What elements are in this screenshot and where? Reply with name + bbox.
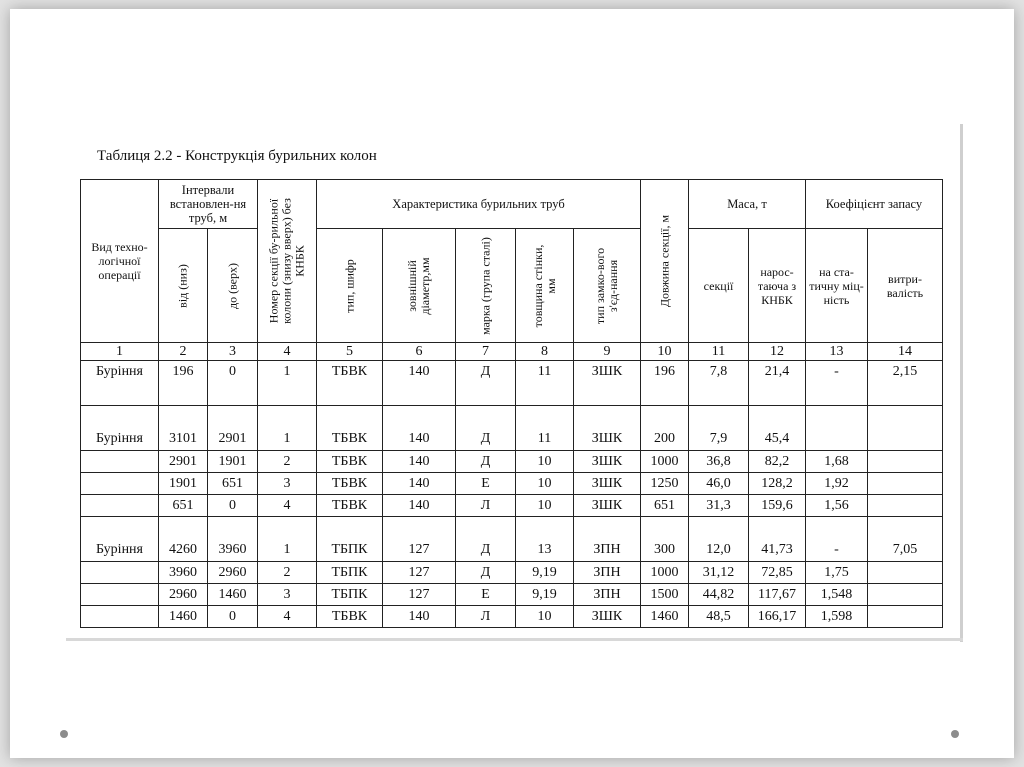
interval-to-cell: 0 (208, 361, 258, 406)
interval-to-cell: 651 (208, 473, 258, 495)
operation-cell (81, 495, 159, 517)
document-right-edge (960, 124, 963, 642)
static-strength-cell: 1,598 (806, 606, 868, 628)
column-number: 4 (258, 343, 317, 361)
static-strength-cell: 1,92 (806, 473, 868, 495)
grade-cell: Л (456, 606, 516, 628)
header-outer-diameter: зовнішній діаметр,мм (383, 229, 456, 343)
outer-diameter-cell: 127 (383, 517, 456, 562)
header-operation: Вид техно-логічної операції (81, 180, 159, 343)
wall-thickness-cell: 13 (516, 517, 574, 562)
joint-type-cell: ЗПН (574, 562, 641, 584)
table-row (81, 406, 943, 451)
joint-type-cell: ЗШК (574, 361, 641, 406)
table-row (81, 495, 943, 517)
static-strength-cell: 1,56 (806, 495, 868, 517)
section-number-cell: 3 (258, 584, 317, 606)
header-interval-to: до (верх) (208, 229, 258, 343)
outer-diameter-cell: 140 (383, 495, 456, 517)
column-number: 9 (574, 343, 641, 361)
operation-cell (81, 451, 159, 473)
column-number-row (81, 343, 943, 361)
wall-thickness-cell: 11 (516, 406, 574, 451)
column-number: 13 (806, 343, 868, 361)
header-endurance: витри-валість (868, 229, 943, 343)
mass-cumulative-cell: 117,67 (749, 584, 806, 606)
interval-from-cell: 2960 (159, 584, 208, 606)
static-strength-cell: - (806, 361, 868, 406)
drill-string-table (80, 179, 943, 628)
mass-cumulative-cell: 41,73 (749, 517, 806, 562)
table-row (81, 584, 943, 606)
section-number-cell: 4 (258, 495, 317, 517)
header-mass: Маса, т (689, 180, 806, 229)
column-number: 3 (208, 343, 258, 361)
endurance-cell (868, 451, 943, 473)
pipe-type-cell: ТБПК (317, 562, 383, 584)
header-intervals: Інтервали встановлен-ня труб, м (159, 180, 258, 229)
header-joint-type: тип замко-вого з'єд-нання (574, 229, 641, 343)
section-number-cell: 2 (258, 562, 317, 584)
column-number: 10 (641, 343, 689, 361)
wall-thickness-cell: 10 (516, 473, 574, 495)
interval-from-cell: 1901 (159, 473, 208, 495)
table-row (81, 451, 943, 473)
column-number: 14 (868, 343, 943, 361)
grade-cell: Д (456, 451, 516, 473)
mass-section-cell: 36,8 (689, 451, 749, 473)
endurance-cell (868, 606, 943, 628)
section-number-cell: 1 (258, 361, 317, 406)
joint-type-cell: ЗШК (574, 451, 641, 473)
outer-diameter-cell: 140 (383, 406, 456, 451)
static-strength-cell: 1,75 (806, 562, 868, 584)
outer-diameter-cell: 140 (383, 473, 456, 495)
section-length-cell: 1000 (641, 451, 689, 473)
static-strength-cell: 1,548 (806, 584, 868, 606)
operation-cell (81, 562, 159, 584)
interval-to-cell: 1901 (208, 451, 258, 473)
header-mass-cumulative: нарос-таюча з КНБК (749, 229, 806, 343)
grade-cell: Д (456, 406, 516, 451)
endurance-cell (868, 406, 943, 451)
endurance-cell: 2,15 (868, 361, 943, 406)
header-section-number: Номер секції бу-рильної колони (знизу вверх) без КНБК (258, 180, 317, 343)
endurance-cell (868, 495, 943, 517)
outer-diameter-cell: 140 (383, 606, 456, 628)
wall-thickness-cell: 9,19 (516, 584, 574, 606)
table-row (81, 562, 943, 584)
static-strength-cell (806, 406, 868, 451)
header-pipe-characteristics: Характеристика бурильних труб (317, 180, 641, 229)
mass-cumulative-cell: 21,4 (749, 361, 806, 406)
interval-from-cell: 651 (159, 495, 208, 517)
pipe-type-cell: ТБПК (317, 517, 383, 562)
joint-type-cell: ЗШК (574, 495, 641, 517)
grade-cell: Д (456, 361, 516, 406)
header-interval-from: від (низ) (159, 229, 208, 343)
wall-thickness-cell: 10 (516, 495, 574, 517)
interval-from-cell: 2901 (159, 451, 208, 473)
header-section-length: Довжина секції, м (641, 180, 689, 343)
interval-to-cell: 2960 (208, 562, 258, 584)
outer-diameter-cell: 127 (383, 584, 456, 606)
operation-cell (81, 606, 159, 628)
section-length-cell: 1500 (641, 584, 689, 606)
mass-cumulative-cell: 82,2 (749, 451, 806, 473)
operation-cell: Буріння (81, 517, 159, 562)
table-row (81, 473, 943, 495)
column-number: 2 (159, 343, 208, 361)
header-wall-thickness: товщина стінки, мм (516, 229, 574, 343)
operation-cell: Буріння (81, 361, 159, 406)
grade-cell: Д (456, 517, 516, 562)
document-image (66, 124, 963, 640)
interval-from-cell: 196 (159, 361, 208, 406)
section-number-cell: 2 (258, 451, 317, 473)
table-row (81, 517, 943, 562)
mass-section-cell: 31,3 (689, 495, 749, 517)
mass-section-cell: 44,82 (689, 584, 749, 606)
operation-cell (81, 473, 159, 495)
section-length-cell: 196 (641, 361, 689, 406)
interval-from-cell: 3960 (159, 562, 208, 584)
header-grade: марка (група сталі) (456, 229, 516, 343)
section-length-cell: 1250 (641, 473, 689, 495)
mass-section-cell: 48,5 (689, 606, 749, 628)
pipe-type-cell: ТБВК (317, 361, 383, 406)
interval-from-cell: 3101 (159, 406, 208, 451)
header-row-1 (81, 180, 943, 229)
interval-from-cell: 4260 (159, 517, 208, 562)
interval-to-cell: 2901 (208, 406, 258, 451)
mass-section-cell: 7,9 (689, 406, 749, 451)
wall-thickness-cell: 10 (516, 451, 574, 473)
grade-cell: Д (456, 562, 516, 584)
interval-to-cell: 0 (208, 495, 258, 517)
grade-cell: Е (456, 584, 516, 606)
mass-cumulative-cell: 159,6 (749, 495, 806, 517)
endurance-cell: 7,05 (868, 517, 943, 562)
section-length-cell: 651 (641, 495, 689, 517)
table-row (81, 361, 943, 406)
mass-section-cell: 46,0 (689, 473, 749, 495)
grade-cell: Л (456, 495, 516, 517)
pipe-type-cell: ТБВК (317, 473, 383, 495)
header-row-2 (81, 229, 943, 343)
outer-diameter-cell: 140 (383, 451, 456, 473)
section-length-cell: 1460 (641, 606, 689, 628)
endurance-cell (868, 473, 943, 495)
column-number: 12 (749, 343, 806, 361)
section-length-cell: 300 (641, 517, 689, 562)
pipe-type-cell: ТБПК (317, 584, 383, 606)
outer-diameter-cell: 127 (383, 562, 456, 584)
column-number: 5 (317, 343, 383, 361)
section-length-cell: 1000 (641, 562, 689, 584)
mass-section-cell: 12,0 (689, 517, 749, 562)
header-safety-factor: Коефіцієнт запасу (806, 180, 943, 229)
pipe-type-cell: ТБВК (317, 495, 383, 517)
static-strength-cell: 1,68 (806, 451, 868, 473)
interval-to-cell: 1460 (208, 584, 258, 606)
joint-type-cell: ЗПН (574, 517, 641, 562)
table-title: Таблиця 2.2 - Конструкція бурильних колон (97, 148, 377, 164)
wall-thickness-cell: 9,19 (516, 562, 574, 584)
column-number: 8 (516, 343, 574, 361)
mass-cumulative-cell: 45,4 (749, 406, 806, 451)
column-number: 7 (456, 343, 516, 361)
mass-section-cell: 31,12 (689, 562, 749, 584)
mass-cumulative-cell: 166,17 (749, 606, 806, 628)
grade-cell: Е (456, 473, 516, 495)
mass-section-cell: 7,8 (689, 361, 749, 406)
joint-type-cell: ЗШК (574, 473, 641, 495)
wall-thickness-cell: 11 (516, 361, 574, 406)
document-bottom-edge (66, 638, 963, 641)
pipe-type-cell: ТБВК (317, 451, 383, 473)
section-number-cell: 1 (258, 517, 317, 562)
section-number-cell: 3 (258, 473, 317, 495)
slide-dot-right (951, 730, 959, 738)
endurance-cell (868, 562, 943, 584)
header-pipe-type: тип, шифр (317, 229, 383, 343)
static-strength-cell: - (806, 517, 868, 562)
interval-to-cell: 3960 (208, 517, 258, 562)
operation-cell: Буріння (81, 406, 159, 451)
slide-dot-left (60, 730, 68, 738)
endurance-cell (868, 584, 943, 606)
interval-from-cell: 1460 (159, 606, 208, 628)
operation-cell (81, 584, 159, 606)
column-number: 6 (383, 343, 456, 361)
interval-to-cell: 0 (208, 606, 258, 628)
joint-type-cell: ЗШК (574, 606, 641, 628)
joint-type-cell: ЗПН (574, 584, 641, 606)
section-number-cell: 1 (258, 406, 317, 451)
outer-diameter-cell: 140 (383, 361, 456, 406)
column-number: 1 (81, 343, 159, 361)
joint-type-cell: ЗШК (574, 406, 641, 451)
pipe-type-cell: ТБВК (317, 406, 383, 451)
table-row (81, 606, 943, 628)
section-number-cell: 4 (258, 606, 317, 628)
column-number: 11 (689, 343, 749, 361)
mass-cumulative-cell: 72,85 (749, 562, 806, 584)
section-length-cell: 200 (641, 406, 689, 451)
header-static-strength: на ста-тичну міц-ність (806, 229, 868, 343)
wall-thickness-cell: 10 (516, 606, 574, 628)
header-mass-section: секції (689, 229, 749, 343)
mass-cumulative-cell: 128,2 (749, 473, 806, 495)
pipe-type-cell: ТБВК (317, 606, 383, 628)
